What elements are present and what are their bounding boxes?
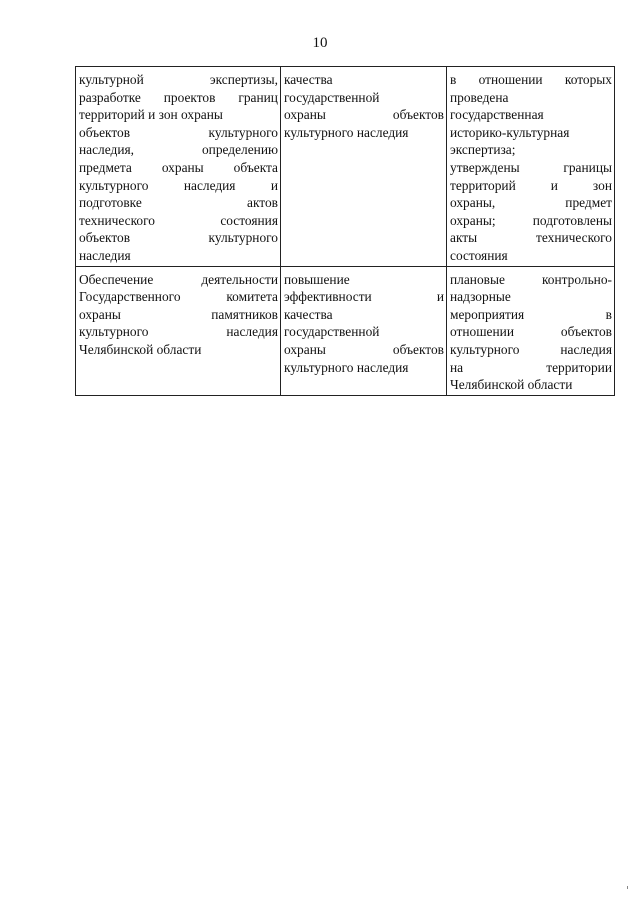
word: в [450,72,457,87]
word: культурного [208,124,278,140]
table-cell [447,266,615,395]
cell-text-line [450,159,612,177]
cell-text-line: экспертиза; [450,142,516,158]
word: Обеспечение [79,271,154,287]
word: мероприятия [450,306,525,322]
cell-text-line [450,194,612,212]
word: актов [247,195,278,211]
word: охраны [79,306,121,322]
table-body [76,67,615,396]
word: объектов [392,107,444,123]
cell-text-line [79,212,278,230]
word: охраны [284,107,326,123]
cell-text-line [450,229,612,247]
word: памятников [211,306,278,322]
word: отношении [450,324,514,340]
word: и [550,177,558,193]
word: объектов [79,124,131,140]
word: предмет [565,195,612,211]
cell-text-line [450,323,612,341]
word: отношении [478,72,543,87]
cell-text-line: территорий и зон охраны [79,107,223,123]
cell-text-line: проведена [450,89,509,105]
word: культурного [208,230,278,246]
table-row [76,67,615,267]
word: культурного [450,341,520,357]
cell-text-line [79,89,278,107]
word: культурной [79,72,144,87]
word: комитета [226,289,278,305]
cell-text-line: государственная [450,107,544,123]
word: подготовлены [532,212,612,228]
word: предмета [79,159,132,175]
word: состояния [220,212,278,228]
word: проектов [163,89,216,105]
table-cell [76,266,281,395]
word: культурного [79,324,149,340]
cell-text-line [450,71,612,89]
cell-text-line [450,271,612,289]
cell-text-line [79,71,278,89]
word: в [605,306,612,322]
word: и [270,177,278,193]
word: зон [592,177,612,193]
word: охраны; [450,212,496,228]
word: и [436,289,444,305]
table-cell [281,266,447,395]
cell-text-line: государственной [284,324,380,340]
cell-text-line: культурного наследия [284,359,409,375]
cell-text-line [284,106,444,124]
word: наследия [560,341,612,357]
word: деятельности [201,271,278,287]
cell-text-line [79,177,278,195]
cell-text-line [79,194,278,212]
cell-text-line: историко-культурная [450,124,570,140]
cell-text-line: качества [284,72,333,87]
word: наследия [226,324,278,340]
cell-text-line [79,323,278,341]
page-number: 10 [312,35,328,51]
table-cell [447,67,615,267]
word: плановые [450,271,505,287]
cell-text-line: Челябинской области [79,341,202,357]
cell-text-line [79,306,278,324]
cell-text-line: наследия [79,247,131,263]
table-cell [76,67,281,267]
cell-text-line: повышение [284,271,350,287]
cell-text-line [284,341,444,359]
cell-text-line [79,288,278,306]
word: наследия, [79,142,134,158]
word: объектов [392,341,444,357]
cell-text-line: Челябинской области [450,377,573,393]
cell-text-line: государственной [284,89,380,105]
word: на [450,359,464,375]
word: объекта [233,159,278,175]
word: разработке [79,89,141,105]
document-table [75,66,615,396]
cell-text-line [79,141,278,159]
cell-text-line [450,212,612,230]
word: территории [546,359,612,375]
word: технического [536,230,612,246]
word: охраны [161,159,204,175]
scan-edge-mark [627,886,628,889]
word: утверждены [450,159,520,175]
cell-text-line [79,229,278,247]
word: объектов [79,230,131,246]
word: охраны, [450,195,496,211]
word: Государственного [79,289,181,305]
word: объектов [560,324,612,340]
cell-text-line [79,271,278,289]
word: которых [564,72,612,87]
word: культурного [79,177,149,193]
cell-text-line: надзорные [450,289,511,305]
cell-text-line [450,177,612,195]
table-cell [281,67,447,267]
word: территорий [450,177,516,193]
word: экспертизы, [209,72,278,87]
cell-text-line [79,159,278,177]
word: охраны [284,341,326,357]
word: наследия [183,177,236,193]
word: определению [201,142,278,158]
word: подготовке [79,195,142,211]
cell-text-line: качества [284,306,333,322]
cell-text-line [450,306,612,324]
word: границы [563,159,612,175]
cell-text-line [450,359,612,377]
cell-text-line [79,124,278,142]
word: границ [238,89,278,105]
table-row [76,266,615,395]
cell-text-line [284,288,444,306]
cell-text-line: состояния [450,247,508,263]
cell-text-line [450,341,612,359]
word: контрольно- [541,271,612,287]
word: эффективности [284,289,372,305]
word: технического [79,212,155,228]
word: акты [450,230,478,246]
cell-text-line: культурного наследия [284,124,409,140]
